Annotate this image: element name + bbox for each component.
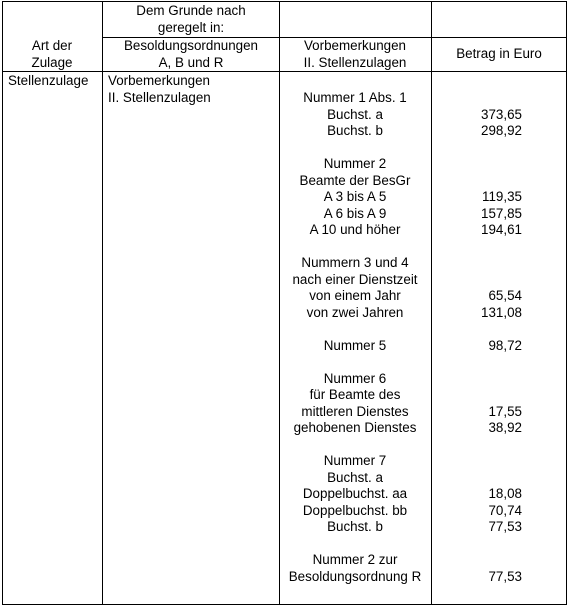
list-item: mittleren Dienstes <box>301 403 409 419</box>
amount-value <box>452 255 522 272</box>
amount-value <box>452 90 522 107</box>
amount-value: 17,55 <box>488 403 522 419</box>
cell-betrag-list <box>452 90 522 585</box>
column-divider-2 <box>279 1 280 605</box>
amount-value <box>452 354 522 371</box>
amount-value <box>452 239 522 256</box>
list-item <box>289 321 422 338</box>
amount-value <box>452 156 522 173</box>
column-divider-1 <box>102 1 103 605</box>
amount-value <box>452 173 522 190</box>
list-item: Buchst. b <box>327 123 383 138</box>
list-item <box>289 140 422 157</box>
cell-vorbemerkungen-list <box>289 90 422 585</box>
amount-value <box>452 536 522 553</box>
amount-value <box>452 453 522 470</box>
list-item: von einem Jahr <box>309 288 401 303</box>
list-item <box>289 536 422 553</box>
amount-value: 77,53 <box>488 568 522 584</box>
list-item: von zwei Jahren <box>306 304 404 320</box>
amount-value: 131,08 <box>481 304 522 320</box>
table-border-right <box>566 1 567 605</box>
amount-value <box>452 272 522 289</box>
amount-value <box>452 470 522 487</box>
cell-besoldung-reference: Vorbemerkungen II. Stellenzulagen <box>108 73 211 105</box>
header-art-der-zulage: Art der Zulage <box>31 38 73 70</box>
cell-art-stellenzulage: Stellenzulage <box>8 73 89 88</box>
list-item: Buchst. b <box>327 519 383 534</box>
header-vorbemerkungen: Vorbemerkungen II. Stellenzulagen <box>303 38 407 70</box>
header-betrag-in-euro: Betrag in Euro <box>456 46 542 61</box>
amount-value: 373,65 <box>481 106 522 122</box>
header-dem-grunde-nach: Dem Grunde nach geregelt in: <box>136 3 246 35</box>
amount-value: 38,92 <box>488 420 522 435</box>
table-border-left <box>2 1 3 605</box>
amount-value: 77,53 <box>488 519 522 534</box>
list-item: Nummern 3 und 4 <box>301 255 409 270</box>
amount-value <box>452 140 522 157</box>
list-item: Doppelbuchst. bb <box>302 502 408 518</box>
amount-value <box>452 321 522 338</box>
list-item: für Beamte des <box>309 387 401 402</box>
amount-value: 157,85 <box>481 205 522 221</box>
list-item: Nummer 7 <box>323 453 387 468</box>
list-item: Nummer 1 Abs. 1 <box>303 90 407 105</box>
table-border-bottom <box>2 604 567 605</box>
list-item: Nummer 2 <box>323 156 387 171</box>
list-item: Beamte der BesGr <box>299 172 411 188</box>
list-item: nach einer Dienstzeit <box>292 271 418 287</box>
header-besoldungsordnungen: Besoldungsordnungen A, B und R <box>123 38 259 70</box>
table-rule-header-bottom <box>2 71 567 72</box>
column-divider-3 <box>431 1 432 605</box>
list-item <box>289 437 422 454</box>
list-item: gehobenen Dienstes <box>293 420 417 435</box>
amount-value: 194,61 <box>481 222 522 237</box>
list-item: A 3 bis A 5 <box>323 189 387 204</box>
amount-value: 98,72 <box>488 337 522 353</box>
amount-value: 70,74 <box>488 502 522 518</box>
list-item: Doppelbuchst. aa <box>302 486 408 501</box>
list-item: Nummer 2 zur <box>312 552 398 567</box>
list-item: Nummer 5 <box>323 337 387 353</box>
amount-value: 298,92 <box>481 123 522 138</box>
list-item: A 10 und höher <box>309 222 401 237</box>
amount-value: 65,54 <box>488 288 522 303</box>
list-item: A 6 bis A 9 <box>323 205 387 221</box>
list-item <box>289 239 422 256</box>
amount-value: 18,08 <box>488 486 522 501</box>
amount-value <box>452 552 522 569</box>
amount-value <box>452 437 522 454</box>
table-border-top <box>2 1 567 2</box>
list-item: Buchst. a <box>327 469 383 485</box>
list-item: Besoldungsordnung R <box>288 568 422 584</box>
list-item <box>289 354 422 371</box>
amount-value: 119,35 <box>482 189 522 204</box>
amount-value <box>452 371 522 388</box>
amount-value <box>452 387 522 404</box>
list-item: Buchst. a <box>327 106 383 122</box>
list-item: Nummer 6 <box>323 370 387 386</box>
